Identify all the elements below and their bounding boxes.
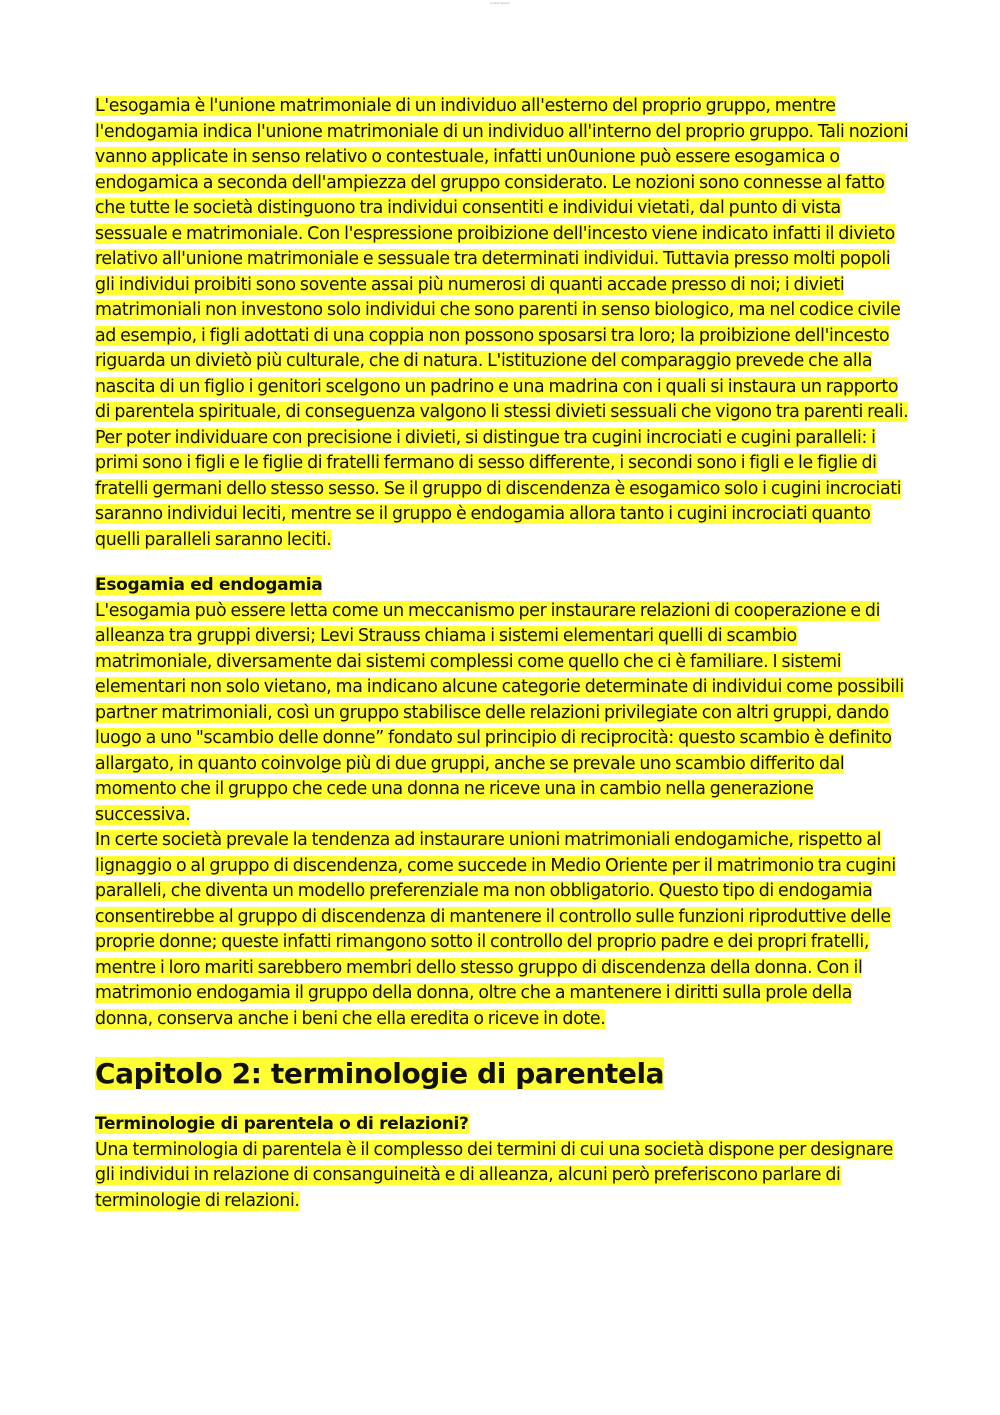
section2-paragraph-1 [95, 599, 910, 829]
document-body [95, 94, 910, 1214]
paragraph-gap [95, 553, 910, 573]
highlighted-text: L'esogamia può essere letta come un meccanismo per instaurare relazioni di cooperazione e di alleanza tra gruppi diversi; Levi Strauss chiama i sistemi elementari quelli di scambio matrimoniale, diversamente dai sistemi complessi come quello che ci è familiare. I sistemi elementari non solo vietano, ma indicano alcune categorie determinate di individui come possibili partner matrimoniali, così un gruppo stabilisce delle relazioni privilegiate con altri gruppi, dando luogo a uno "scambio delle donne” fondato sul principio di reciprocità: questo scambio è definito allargato, in quanto coinvolge più di due gruppi, anche se prevale uno scambio differito dal momento che il gruppo che cede una donna ne riceve una in cambio nella generazione successiva. [95, 600, 904, 825]
chapter2-paragraph-1 [95, 1138, 910, 1215]
page-header-text: Lorem ipsum [490, 1, 510, 5]
section1-paragraph-2 [95, 426, 910, 554]
highlighted-text: L'esogamia è l'unione matrimoniale di un individuo all'esterno del proprio gruppo, mentre l'endogamia indica l'unione matrimoniale di un individuo all'interno del proprio gruppo. Tali nozioni vanno applicate in senso relativo o contestuale, infatti un0unione può essere esogamica o endogamica a seconda dell'ampiezza del gruppo considerato. Le nozioni sono connesse al fatto che tutte le società distinguono tra individui consentiti e individui vietati, dal punto di vista sessuale e matrimoniale. Con l'espressione proibizione dell'incesto viene indicato infatti il divieto relativo all'unione matrimoniale e sessuale tra determinati individui. Tuttavia presso molti popoli gli individui proibiti sono sovente assai più numerosi di quanti accade presso di noi; i divieti matrimoniali non investono solo individui che sono parenti in senso biologico, ma nel codice civile ad esempio, i figli adottati di una coppia non possono sposarsi tra loro; la proibizione dell'incesto riguarda un divietò più culturale, che di natura. L'istituzione del comparaggio prevede che alla nascita di un figlio i genitori scelgono un padrino e una madrina con i quali si instaura un rapporto di parentela spirituale, di conseguenza valgono li stessi divieti sessuali che vigono tra parenti reali. [95, 96, 909, 422]
highlighted-text: Per poter individuare con precisione i divieti, si distingue tra cugini incrociati e cugini paralleli: i primi sono i figli e le figlie di fratelli fermano di sesso differente, i secondi sono i figli e le figlie di fratelli germani dello stesso sesso. Se il gruppo di discendenza è esogamico solo i cugini incrociati saranno individui leciti, mentre se il gruppo è endogamia allora tanto i cugini incrociati quanto quelli paralleli saranno leciti. [95, 427, 902, 550]
section-heading-terminologie [95, 1112, 910, 1138]
highlighted-text: Esogamia ed endogamia [95, 575, 323, 595]
section1-paragraph-1 [95, 94, 910, 426]
page-header [0, 1, 1000, 5]
section2-paragraph-2 [95, 828, 910, 1032]
highlighted-text: In certe società prevale la tendenza ad instaurare unioni matrimoniali endogamiche, rispetto al lignaggio o al gruppo di discendenza, come succede in Medio Oriente per il matrimonio tra cugini paralleli, che diventa un modello preferenziale ma non obbligatorio. Questo tipo di endogamia consentirebbe al gruppo di discendenza di mantenere il controllo sulle funzioni riproduttive delle proprie donne; queste infatti rimangono sotto il controllo del proprio padre e dei propri fratelli, mentre i loro mariti sarebbero membri dello stesso gruppo di discendenza della donna. Con il matrimonio endogamia il gruppo della donna, oltre che a mantenere i diritti sulla prole della donna, conserva anche i beni che ella eredita o riceve in dote. [95, 830, 896, 1029]
highlighted-text: Una terminologia di parentela è il complesso dei termini di cui una società dispone per designare gli individui in relazione di consanguineità e di alleanza, alcuni però preferiscono parlare di terminologie di relazioni. [95, 1139, 893, 1211]
highlighted-text: Capitolo 2: terminologie di parentela [95, 1057, 665, 1090]
highlighted-text: Terminologie di parentela o di relazioni? [95, 1114, 469, 1134]
chapter-title [95, 1054, 910, 1094]
section-heading-esogamia [95, 573, 910, 599]
